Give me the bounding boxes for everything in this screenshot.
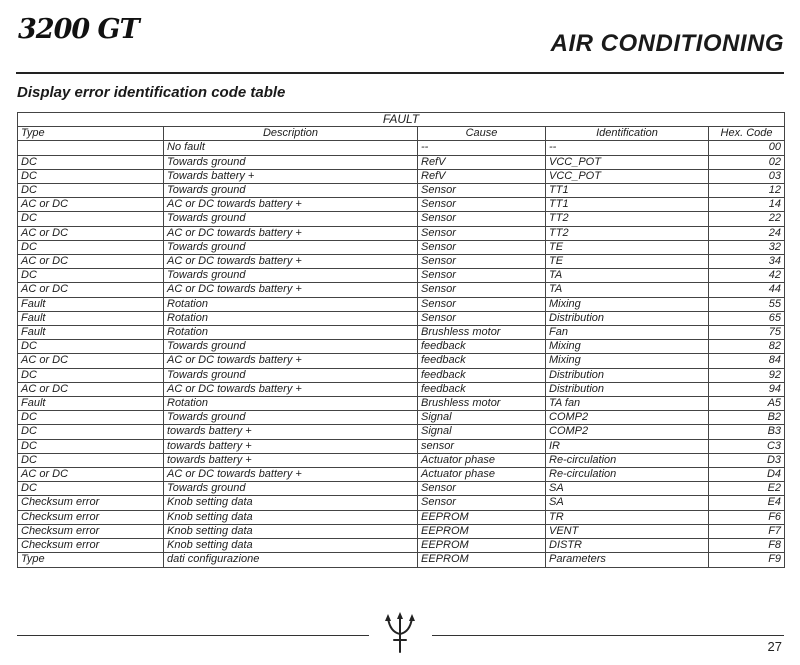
cell-cause: Sensor [418,226,546,240]
cell-type: Fault [18,326,164,340]
cell-identification: Mixing [546,354,709,368]
table-row [18,468,785,482]
table-row [18,155,785,169]
cell-code: F9 [709,553,785,567]
cell-description: Towards ground [164,184,418,198]
cell-type: AC or DC [18,468,164,482]
table-row [18,411,785,425]
cell-identification: SA [546,482,709,496]
cell-identification: VENT [546,524,709,538]
cell-identification: Mixing [546,297,709,311]
cell-type: DC [18,411,164,425]
fault-group-header: FAULT [18,113,785,127]
cell-description: towards battery + [164,425,418,439]
table-body [18,141,785,567]
cell-type: DC [18,269,164,283]
cell-cause: Sensor [418,297,546,311]
cell-identification: Re-circulation [546,468,709,482]
table-row [18,482,785,496]
cell-cause: EEPROM [418,553,546,567]
cell-description: AC or DC towards battery + [164,283,418,297]
cell-code: 34 [709,255,785,269]
cell-type: AC or DC [18,255,164,269]
cell-type: Type [18,553,164,567]
cell-identification: SA [546,496,709,510]
table-row [18,510,785,524]
cell-code: 42 [709,269,785,283]
cell-type: DC [18,212,164,226]
cell-description: Knob setting data [164,510,418,524]
table-row [18,382,785,396]
cell-type: Checksum error [18,539,164,553]
cell-description: AC or DC towards battery + [164,382,418,396]
cell-type [18,141,164,155]
cell-identification: Re-circulation [546,453,709,467]
cell-code: 94 [709,382,785,396]
cell-identification: Distribution [546,311,709,325]
table-row [18,212,785,226]
table-row [18,255,785,269]
cell-cause: Actuator phase [418,453,546,467]
cell-identification: Fan [546,326,709,340]
cell-description: towards battery + [164,453,418,467]
cell-identification: Parameters [546,553,709,567]
cell-cause: RefV [418,155,546,169]
cell-code: 02 [709,155,785,169]
cell-code: E2 [709,482,785,496]
table-row [18,354,785,368]
cell-type: Fault [18,297,164,311]
cell-type: DC [18,340,164,354]
cell-description: Rotation [164,326,418,340]
cell-cause: feedback [418,368,546,382]
cell-code: 44 [709,283,785,297]
cell-cause: Sensor [418,184,546,198]
cell-identification: TA [546,269,709,283]
cell-code: F7 [709,524,785,538]
cell-code: 22 [709,212,785,226]
table-row [18,439,785,453]
cell-type: Checksum error [18,510,164,524]
table-row [18,553,785,567]
cell-cause: Brushless motor [418,326,546,340]
cell-identification: Distribution [546,368,709,382]
cell-code: 24 [709,226,785,240]
cell-type: DC [18,453,164,467]
cell-code: 32 [709,240,785,254]
table-row [18,269,785,283]
cell-description: Towards ground [164,269,418,283]
cell-description: Knob setting data [164,496,418,510]
cell-description: Towards ground [164,411,418,425]
column-header-description: Description [164,127,418,141]
cell-code: C3 [709,439,785,453]
cell-code: 03 [709,169,785,183]
cell-identification: TT1 [546,198,709,212]
cell-description: Rotation [164,311,418,325]
table-row [18,368,785,382]
table-row [18,453,785,467]
table-row [18,169,785,183]
cell-code: 00 [709,141,785,155]
cell-cause: Sensor [418,482,546,496]
table-row [18,326,785,340]
cell-type: DC [18,482,164,496]
table-row [18,198,785,212]
cell-type: DC [18,169,164,183]
cell-identification: COMP2 [546,411,709,425]
cell-type: DC [18,439,164,453]
cell-description: AC or DC towards battery + [164,468,418,482]
cell-description: No fault [164,141,418,155]
cell-identification: TA [546,283,709,297]
cell-description: towards battery + [164,439,418,453]
table-row [18,340,785,354]
cell-description: AC or DC towards battery + [164,354,418,368]
cell-cause: Sensor [418,198,546,212]
cell-cause: Signal [418,411,546,425]
cell-identification: TE [546,255,709,269]
column-header-type: Type [18,127,164,141]
cell-cause: feedback [418,340,546,354]
table-row [18,397,785,411]
cell-description: Towards ground [164,240,418,254]
cell-code: 14 [709,198,785,212]
cell-description: dati configurazione [164,553,418,567]
cell-description: AC or DC towards battery + [164,255,418,269]
table-row [18,226,785,240]
cell-type: AC or DC [18,198,164,212]
cell-cause: Sensor [418,255,546,269]
table-row [18,141,785,155]
table-row [18,539,785,553]
cell-identification: VCC_POT [546,155,709,169]
cell-type: Checksum error [18,496,164,510]
table-row [18,184,785,198]
cell-description: Towards ground [164,482,418,496]
footer-rule-right [432,635,784,636]
cell-cause: EEPROM [418,510,546,524]
cell-cause: EEPROM [418,524,546,538]
error-code-table [17,112,785,568]
cell-cause: Brushless motor [418,397,546,411]
table-row [18,496,785,510]
cell-cause: Sensor [418,311,546,325]
cell-identification: TE [546,240,709,254]
cell-code: B3 [709,425,785,439]
cell-type: Fault [18,397,164,411]
trident-icon [382,612,418,654]
cell-code: E4 [709,496,785,510]
table-row [18,297,785,311]
page-number: 27 [767,639,782,654]
table-row [18,524,785,538]
header-rule [16,72,784,74]
table-row [18,425,785,439]
table-row [18,283,785,297]
cell-identification: TA fan [546,397,709,411]
cell-description: Knob setting data [164,539,418,553]
cell-cause: Sensor [418,240,546,254]
cell-cause: feedback [418,354,546,368]
cell-cause: Signal [418,425,546,439]
cell-code: 65 [709,311,785,325]
cell-identification: COMP2 [546,425,709,439]
cell-cause: Sensor [418,212,546,226]
column-header-identification: Identification [546,127,709,141]
cell-code: F6 [709,510,785,524]
cell-description: Towards ground [164,155,418,169]
page-subtitle: Display error identification code table [17,84,286,101]
cell-type: AC or DC [18,283,164,297]
cell-code: 82 [709,340,785,354]
cell-type: DC [18,368,164,382]
cell-description: Knob setting data [164,524,418,538]
cell-code: D3 [709,453,785,467]
cell-cause: Sensor [418,283,546,297]
cell-cause: feedback [418,382,546,396]
cell-code: B2 [709,411,785,425]
cell-type: DC [18,425,164,439]
cell-identification: TT2 [546,226,709,240]
cell-cause: Actuator phase [418,468,546,482]
cell-identification: DISTR [546,539,709,553]
cell-identification: Mixing [546,340,709,354]
cell-code: F8 [709,539,785,553]
column-header-hex-code: Hex. Code [709,127,785,141]
table-row [18,311,785,325]
cell-code: D4 [709,468,785,482]
cell-cause: -- [418,141,546,155]
cell-type: DC [18,155,164,169]
section-title: AIR CONDITIONING [550,30,784,57]
cell-identification: IR [546,439,709,453]
cell-description: AC or DC towards battery + [164,198,418,212]
cell-type: DC [18,184,164,198]
cell-cause: sensor [418,439,546,453]
cell-cause: Sensor [418,496,546,510]
cell-description: Towards ground [164,212,418,226]
model-logo: 3200 GT [18,14,139,45]
cell-type: AC or DC [18,382,164,396]
table-row [18,240,785,254]
cell-description: Rotation [164,397,418,411]
cell-description: AC or DC towards battery + [164,226,418,240]
cell-code: 75 [709,326,785,340]
column-header-cause: Cause [418,127,546,141]
cell-type: DC [18,240,164,254]
cell-identification: Distribution [546,382,709,396]
cell-identification: TT1 [546,184,709,198]
cell-type: AC or DC [18,354,164,368]
cell-description: Towards ground [164,340,418,354]
cell-type: Fault [18,311,164,325]
cell-type: Checksum error [18,524,164,538]
cell-description: Towards ground [164,368,418,382]
cell-identification: TR [546,510,709,524]
cell-code: 12 [709,184,785,198]
cell-cause: EEPROM [418,539,546,553]
cell-identification: TT2 [546,212,709,226]
cell-identification: -- [546,141,709,155]
cell-type: AC or DC [18,226,164,240]
cell-cause: Sensor [418,269,546,283]
cell-code: A5 [709,397,785,411]
footer-rule-left [17,635,369,636]
cell-code: 55 [709,297,785,311]
cell-description: Towards battery + [164,169,418,183]
cell-identification: VCC_POT [546,169,709,183]
cell-code: 84 [709,354,785,368]
cell-code: 92 [709,368,785,382]
cell-description: Rotation [164,297,418,311]
cell-cause: RefV [418,169,546,183]
